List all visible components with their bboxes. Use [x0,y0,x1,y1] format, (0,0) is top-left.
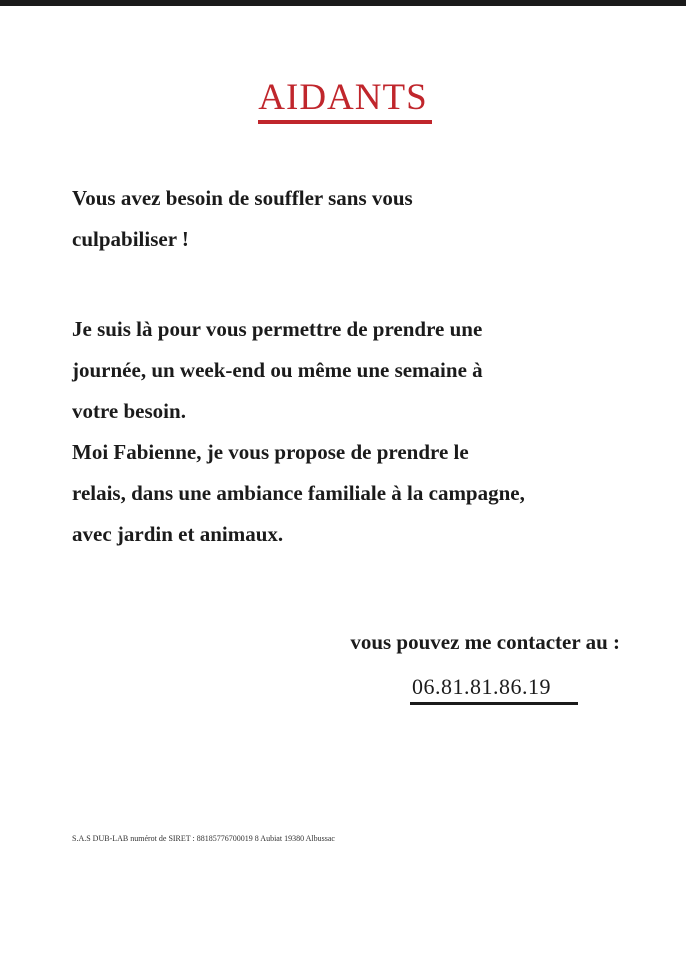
offer-paragraph [72,309,672,555]
offer-line: journée, un week-end ou même une semaine à [72,358,483,382]
offer-line: votre besoin. [72,399,186,423]
footer-legal-text: S.A.S DUB-LAB numérot de SIRET : 88185776700019 8 Aubiat 19380 Albussac [72,834,335,843]
intro-line: culpabiliser ! [72,227,189,251]
phone-underline [410,702,578,705]
offer-line: Je suis là pour vous permettre de prendre une [72,317,483,341]
intro-line: Vous avez besoin de souffler sans vous [72,186,413,210]
title-underline [258,120,432,124]
intro-paragraph [72,178,672,260]
contact-label: vous pouvez me contacter au : [350,630,620,654]
page-title: AIDANTS [258,77,428,118]
offer-line: relais, dans une ambiance familiale à la campagne, [72,481,525,505]
offer-line: Moi Fabienne, je vous propose de prendre le [72,440,469,464]
phone-number: 06.81.81.86.19 [412,674,551,699]
offer-line: avec jardin et animaux. [72,522,284,546]
